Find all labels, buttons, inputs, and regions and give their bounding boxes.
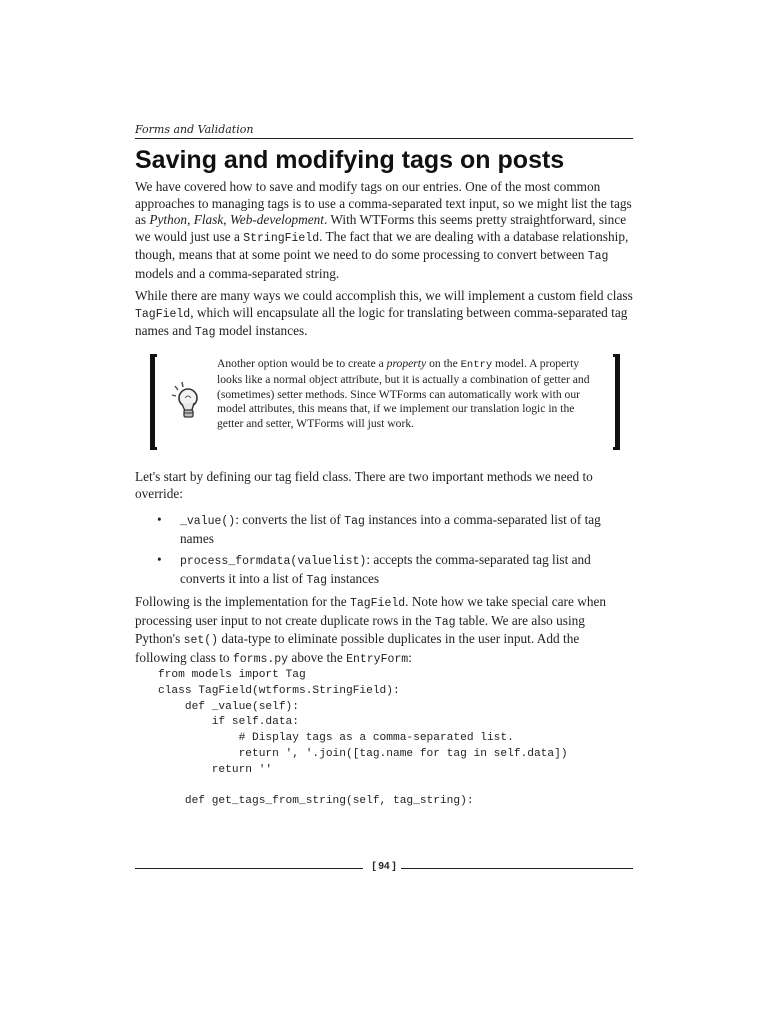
list-item: • process_formdata(valuelist): accepts the comma-separated tag list and converts it into a list of Tag instances — [157, 552, 591, 587]
paragraph-tagfield: While there are many ways we could accomplish this, we will implement a custom field class TagField, which will encapsulate all the logic for translating between comma-separated tag names and Tag model instances. — [135, 288, 633, 339]
tip-text: Another option would be to create a property on the Entry model. A property looks like a normal object attribute, but it is actually a combination of getter and (sometimes) setter methods. Since WTForms can automatically work with our model attributes, this means that, if we implement our translation logic in the getter and setter, WTForms will just work. — [217, 357, 590, 431]
list-item: • _value(): converts the list of Tag instances into a comma-separated list of tag names — [157, 512, 601, 546]
paragraph-intro: We have covered how to save and modify tags on our entries. One of the most common approaches to managing tags is to use a comma-separated text input, so we might list the tags as Python, Flask, Web-development. With WTForms this seems pretty straightforward, since we would just use a StringField. The fact that we are dealing with a database relationship, though, means that at some point we need to do some processing to convert between Tag models and a comma-separated string. — [135, 179, 632, 281]
lightbulb-icon — [168, 378, 202, 422]
page-number: [ 94 ] — [372, 861, 396, 872]
tip-box — [150, 354, 620, 450]
code-listing: from models import Tag class TagField(wtforms.StringField): def _value(self): if self.data: # Display tags as a comma-separated list. return ', '.join([tag.name for tag in self.data]) return '' def get_tags_from_string(self, tag_string): — [158, 669, 568, 808]
footer-rule-right — [401, 868, 633, 869]
method-list — [135, 512, 633, 594]
paragraph-override: Let's start by defining our tag field class. There are two important methods we need to override: — [135, 469, 593, 501]
page-footer — [135, 861, 633, 875]
tip-bracket-left — [150, 354, 157, 450]
tip-bracket-right — [613, 354, 620, 450]
section-title: Saving and modifying tags on posts — [135, 146, 565, 174]
running-header: Forms and Validation — [135, 123, 633, 139]
paragraph-implementation: Following is the implementation for the TagField. Note how we take special care when processing user input to not create duplicate rows in the Tag table. We are also using Python's set() data-type to eliminate possible duplicates in the user input. Add the following class to forms.py above the EntryForm: — [135, 594, 607, 666]
